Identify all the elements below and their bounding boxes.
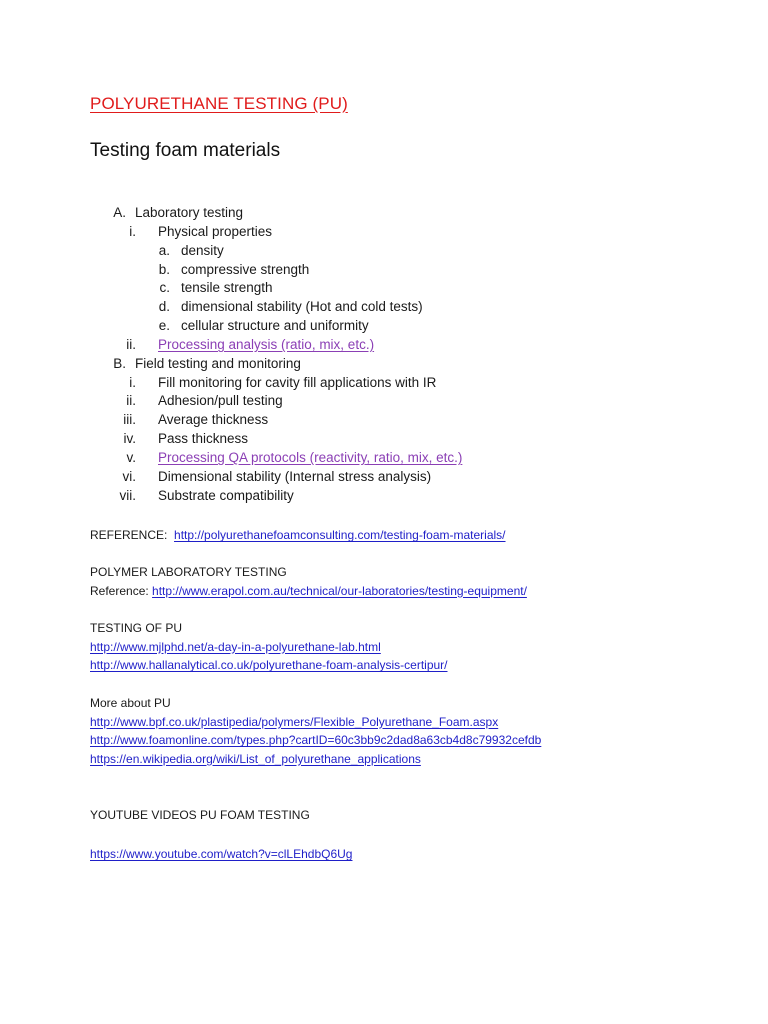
outline-text: compressive strength (181, 261, 310, 277)
outline-marker: v. (126, 449, 136, 465)
outline-item (0, 392, 768, 411)
polymer-lab-reference-line (90, 582, 527, 601)
reference-label: REFERENCE: (90, 528, 168, 542)
polymer-lab-link[interactable]: http://www.erapol.com.au/technical/our-laboratories/testing-equipment/ (152, 583, 527, 598)
outline-item (0, 468, 768, 487)
youtube-heading: YOUTUBE VIDEOS PU FOAM TESTING (90, 808, 310, 822)
outline-item (0, 487, 768, 506)
outline-text: cellular structure and uniformity (181, 318, 369, 334)
processing-analysis-link[interactable]: Processing analysis (ratio, mix, etc.) (158, 336, 375, 352)
outline-marker: iii. (123, 412, 136, 428)
more-about-pu-heading: More about PU (90, 696, 171, 710)
outline-item (0, 374, 768, 393)
outline-text: Fill monitoring for cavity fill applications with IR (158, 374, 437, 390)
outline-text: Physical properties (158, 223, 273, 239)
outline-marker: e. (158, 318, 170, 334)
testing-of-pu-link[interactable]: http://www.mjlphd.net/a-day-in-a-polyurethane-lab.html (90, 639, 381, 654)
outline-marker: c. (159, 280, 170, 296)
document-title: POLYURETHANE TESTING (PU) (90, 94, 348, 113)
outline-marker: B. (113, 355, 126, 371)
outline-item (0, 279, 768, 298)
outline-text: Pass thickness (158, 431, 249, 447)
outline-item (0, 355, 768, 374)
outline-text: Average thickness (158, 412, 269, 428)
outline-marker: ii. (126, 393, 136, 409)
outline-marker: i. (129, 223, 136, 239)
reference-link[interactable]: http://polyurethanefoamconsulting.com/testing-foam-materials/ (174, 528, 506, 542)
polymer-lab-section (90, 563, 527, 600)
outline-item (0, 261, 768, 280)
outline-item (0, 430, 768, 449)
outline-item (0, 298, 768, 317)
outline-marker: vii. (119, 487, 136, 503)
outline-item (0, 411, 768, 430)
outline-text: density (181, 242, 224, 258)
outline-marker: ii. (126, 336, 136, 352)
outline-marker: i. (129, 374, 136, 390)
document-subtitle: Testing foam materials (90, 140, 281, 161)
processing-qa-protocols-link[interactable]: Processing QA protocols (reactivity, ratio, mix, etc.) (158, 449, 463, 465)
outline-text: Adhesion/pull testing (158, 393, 283, 409)
more-about-pu-link[interactable]: https://en.wikipedia.org/wiki/List_of_polyurethane_applications (90, 751, 421, 766)
outline-marker: b. (158, 261, 170, 277)
more-about-pu-link[interactable]: http://www.foamonline.com/types.php?cartID=60c3bb9c2dad8a63cb4d8c79932cefdb (90, 733, 542, 747)
outline-text: tensile strength (181, 280, 273, 296)
polymer-lab-reference-label: Reference: (90, 583, 149, 598)
outline-marker: iv. (123, 431, 136, 447)
outline-text: Dimensional stability (Internal stress analysis) (158, 468, 432, 484)
outline-text: dimensional stability (Hot and cold tests) (181, 299, 423, 315)
outline-text: Field testing and monitoring (135, 355, 301, 371)
outline-item (0, 223, 768, 242)
outline-item (0, 242, 768, 261)
outline-item (0, 317, 768, 336)
testing-of-pu-heading: TESTING OF PU (90, 621, 183, 635)
testing-outline (0, 204, 768, 506)
outline-marker: A. (113, 205, 126, 220)
outline-text: Laboratory testing (135, 205, 244, 220)
outline-marker: vi. (122, 468, 136, 484)
outline-item (0, 204, 768, 223)
polymer-lab-heading: POLYMER LABORATORY TESTING (90, 565, 287, 579)
more-about-pu-link[interactable]: http://www.bpf.co.uk/plastipedia/polymers/Flexible_Polyurethane_Foam.aspx (90, 714, 499, 729)
more-about-pu-section (90, 694, 541, 768)
outline-marker: d. (158, 299, 170, 315)
reference-line (90, 526, 506, 545)
outline-item (0, 336, 768, 355)
outline-item (0, 449, 768, 468)
outline-marker: a. (158, 242, 170, 258)
youtube-link[interactable]: https://www.youtube.com/watch?v=clLEhdbQ6Ug (90, 847, 353, 861)
testing-of-pu-link[interactable]: http://www.hallanalytical.co.uk/polyurethane-foam-analysis-certipur/ (90, 658, 448, 672)
testing-of-pu-section (90, 619, 448, 675)
outline-text: Substrate compatibility (158, 487, 294, 503)
